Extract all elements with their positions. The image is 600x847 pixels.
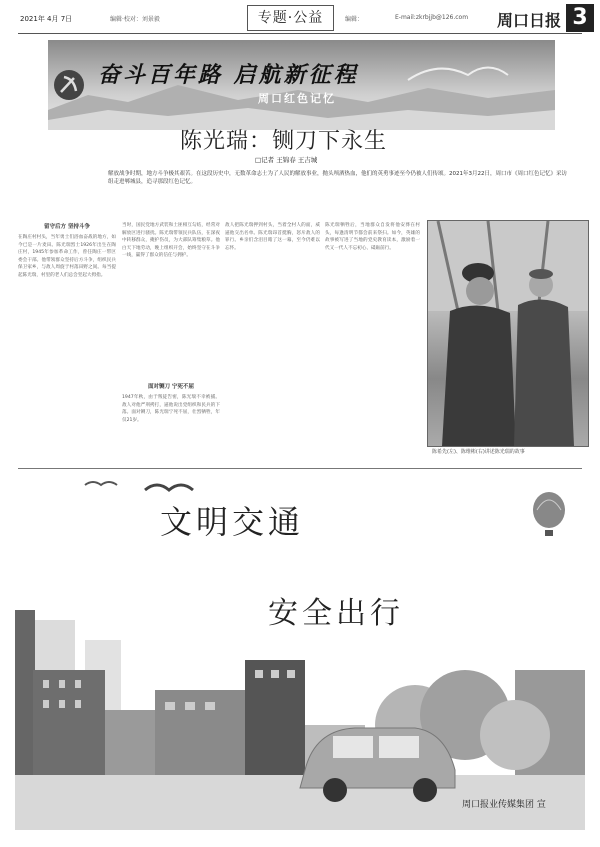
psa-sponsor: 周口报业传媒集团 宣	[462, 800, 546, 810]
header-rule	[18, 33, 582, 34]
article-byline: □记者 王锦春 王吉城	[255, 156, 318, 164]
article-lead: 解放战争时期，地方斗争极其艰苦。在这段历史中，无数革命志士为了人民的解放事业，抛头颅洒热血，他们的英勇事迹至今仍被人们传颂。2021年3月22日，周口市《周口红色记忆》采访组走进郸城县，追寻那段红色记忆。	[108, 171, 568, 185]
page-number: 3	[566, 4, 594, 32]
party-emblem-icon	[52, 68, 86, 102]
col1-text: 在陶庄村村头，当年勇士们浴血奋战的地方，如今已是一片麦田。陈光瑞烈士1926年出生在陶庄村，1945年参加革命工作，曾任陶庄一带区委会干部。他带领群众坚持后方斗争，组织民兵保卫家乡，与敌人周旋于村落田野之间。每当提起陈光瑞，村里的老人们总会竖起大拇指。	[18, 235, 116, 278]
issue-date: 2021年 4月 7日	[20, 15, 73, 23]
col4-text: 陈光瑞牺牲后，当地群众自发将他安葬在村头，每逢清明节都会前来祭扫。如今，英雄的故事被写进了当地的党史教育读本，激励着一代又一代人不忘初心、砥砺前行。	[325, 223, 420, 251]
paper-name-logo: 周口日报	[497, 11, 562, 30]
article-photo	[427, 220, 589, 447]
col3-text: 敌人把陈光瑞押到村头，当着全村人的面，威逼他交出名单。陈光瑞昂首挺胸，怒斥敌人的罪行。乡亲们含泪目睹了这一幕，至今仍难以忘怀。	[225, 223, 320, 251]
col2-text2: 1947年秋，由于叛徒告密，陈光瑞不幸被捕。敌人对他严刑拷打，逼他说出党组织和民兵的下落。面对铡刀，陈光瑞宁死不屈，壮烈牺牲，年仅21岁。	[122, 395, 220, 423]
email-address: E-mail:zkrbjjb@126.com	[395, 14, 469, 21]
photo-caption: 陈希先(左)、陈维彬(右)讲述陈光瑞的故事	[432, 449, 525, 455]
col2-text: 当时，国民党地方武装和土匪相互勾结，经常对解放区进行骚扰。陈光瑞带领民兵队伍，在深夜中转移群众，掩护伤员，为大部队筹集粮草。他白天下地劳动，晚上组织开会，始终坚守在斗争一线，赢得了群众的信任与拥护。	[122, 223, 220, 259]
article-title: 陈光瑞：铡刀下永生	[180, 129, 388, 154]
col1-subheading: 留守后方 坚持斗争	[44, 224, 90, 230]
section-tab: 专题·公益	[247, 5, 334, 31]
banner-subtitle: 周口红色记忆	[258, 92, 336, 105]
col2-subheading: 面对铡刀 宁死不屈	[148, 384, 194, 390]
section-divider	[18, 468, 582, 469]
banner-title: 奋斗百年路 启航新征程	[98, 62, 359, 88]
psa-slogan-line2: 安全出行	[268, 596, 404, 631]
photo-figures	[428, 221, 588, 446]
editor-credit: 编辑·校对：刘景毅	[110, 16, 160, 23]
email-label: 编辑：	[345, 16, 364, 23]
psa-slogan-line1: 文明交通	[160, 503, 305, 541]
